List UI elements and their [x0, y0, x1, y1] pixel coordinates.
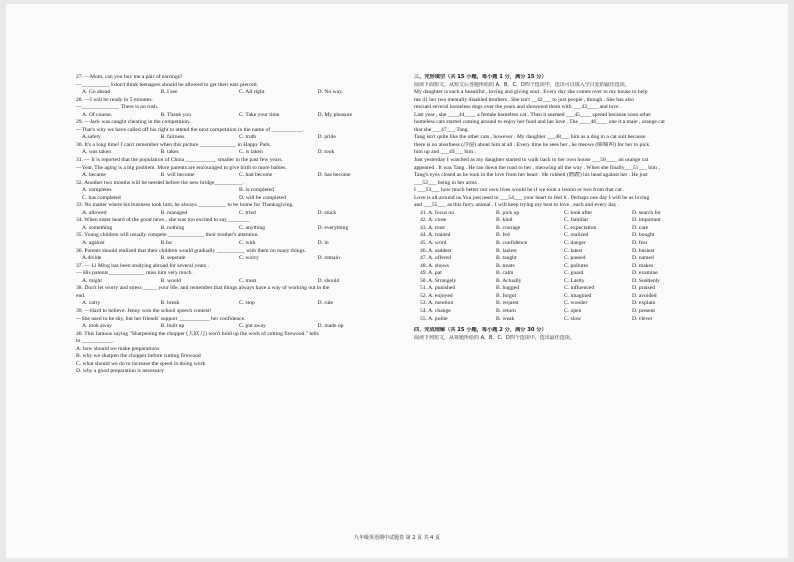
question-line: D. why a good preparation is necessary [76, 368, 165, 375]
answer-option: 43. A. trust [420, 224, 445, 231]
answer-option: C. anything [239, 224, 266, 231]
answer-option: D. important [632, 217, 661, 224]
option-row [76, 187, 396, 195]
answer-option: D. praised [632, 285, 655, 292]
answer-option: B. weak [496, 315, 515, 322]
answer-option: B. fairness [160, 134, 185, 141]
question-line: My daughter is such a beautiful , loving and giving soul . Every day she comes over to my house to help [414, 89, 648, 96]
answer-option: B. break [160, 300, 180, 307]
question-line: 40. This famous saying "Sharpening the chopper (大砍刀) won't hold up the work of cutting firewood." tells [76, 330, 319, 337]
option-row [76, 240, 396, 248]
answer-option: B. request [496, 300, 519, 307]
question-line: Tang's eyes closed as he took in the love from her heart . He rubbed (磨蹭) his head against her . He just [414, 172, 648, 179]
answer-option: D. makes [632, 262, 654, 269]
option-row [76, 112, 396, 120]
answer-option: D. stuck [317, 209, 337, 216]
answer-option: C. had become [239, 172, 273, 179]
question-line: 28. —I will be ready in 5 minutes. [76, 96, 153, 103]
answer-option: A.divide [82, 255, 102, 262]
answer-option: 49. A. pat [420, 270, 442, 277]
answer-option: C. All right. [239, 89, 266, 96]
answer-option: A. against [82, 240, 105, 247]
answer-option: B. managed [160, 209, 188, 216]
cloze-option-row [414, 270, 734, 278]
cloze-option-row [414, 225, 734, 233]
answer-option: C. pollutes [564, 262, 589, 269]
exam-sheet [6, 4, 788, 558]
answer-option: A. became [82, 172, 106, 179]
answer-option: D. present [632, 307, 655, 314]
answer-option: 55. A. polite [420, 315, 448, 322]
answer-option: D. everything [317, 224, 349, 231]
question-line: 35. Young children will usually compete _____________ their mother's attention. [76, 232, 259, 239]
question-line: — His parents_____________ miss him very much . [76, 270, 195, 277]
answer-option: 52. A. enjoyed [420, 292, 453, 299]
answer-option: 46. A. saddest [420, 247, 452, 254]
answer-option: D. rule [317, 300, 334, 307]
answer-option: 44. A. trained [420, 232, 451, 239]
answer-option: A.safety [82, 134, 101, 141]
cloze-option-row [414, 248, 734, 256]
cloze-option-row [414, 255, 734, 263]
question-line: 39. —Hard to believe. Jenny won the school speech contest! [76, 307, 212, 314]
answer-option: B. takes [160, 149, 179, 156]
answer-option: 51. A. punished [420, 285, 456, 292]
question-line: 阅读下面短文，从短文后各题所给的 A、B、C、D四个选项中，选出可以填入空白处的最佳选项。 [414, 81, 630, 88]
answer-option: B.for [160, 240, 173, 247]
question-line: —She used to be shy, but her friends' support ___________ her confidence. [76, 315, 246, 322]
answer-option: B. built up [160, 323, 185, 330]
answer-option: C. Lastly [564, 277, 585, 284]
answer-option: B. calm [496, 270, 514, 277]
option-row [76, 323, 396, 331]
answer-option: D. in [317, 240, 329, 247]
option-row [76, 195, 396, 203]
answer-option: B. pick up [496, 209, 520, 216]
answer-option: C. look after [564, 209, 593, 216]
cloze-option-row [414, 210, 734, 218]
answer-option: A. Of course. [82, 111, 113, 118]
answer-option: D. Suddenly [632, 277, 660, 284]
question-line: end. [76, 292, 86, 299]
answer-option: C. guard [564, 270, 584, 277]
answer-option: C. slow [564, 315, 582, 322]
question-line: 38. Don't let worry and stress _____ your life, and remember that things always have a way of working out in the [76, 285, 330, 292]
answer-option: B. confidence [496, 240, 528, 247]
question-line: homeless cats started coming around to enjoy her food and her love . The ____46____ one it a male , orange cat [414, 119, 665, 126]
answer-option: B. hugged [496, 285, 519, 292]
answer-option: D. clever [632, 315, 653, 322]
answer-option: B. taught [496, 255, 517, 262]
answer-option: B. would [160, 277, 182, 284]
answer-option: B. seperate [160, 255, 186, 262]
answer-option: B. Actually [496, 277, 522, 284]
answer-option: C. put away [239, 323, 266, 330]
answer-option: A. allowed [82, 209, 107, 216]
answer-option: D. has become [317, 172, 351, 179]
answer-option: D. My pleasure [317, 111, 353, 118]
answer-option: B. treats [496, 262, 515, 269]
question-line: me 41 her two mentally disabled brothers . She isn't __42___ to just people , though . She has also [414, 96, 635, 103]
answer-option: D. remain [317, 255, 340, 262]
question-line: —_____________. There is no rush. [76, 104, 159, 111]
answer-option: B. forgot [496, 292, 517, 299]
answer-option: C. Take your time. [239, 111, 281, 118]
question-line: and ___55___ as this furry animal . I will keep trying my best to love , each and every day . [414, 202, 620, 209]
option-row [76, 134, 396, 142]
question-line: appeared . It was Tang . He ran down the road to her , meowing all the way . When she finally___51___ him , [414, 164, 660, 171]
section-heading: 三、完形填空（共 15 小题，每小题 1 分，满分 15 分） [414, 74, 547, 80]
question-line: —Year. The aging is a big problem. More parents are encouraged to give birth to more babies. [76, 164, 287, 171]
question-line: 29. —Jack was caught cheating in the competition. [76, 119, 191, 126]
answer-option: B. is completed [239, 187, 274, 194]
left-column [76, 74, 396, 376]
answer-option: B. will become [160, 172, 195, 179]
answer-option: D. named [632, 255, 654, 262]
answer-option: B. laziest [496, 247, 517, 254]
answer-option: D. should [317, 277, 340, 284]
answer-option: B. return [496, 307, 516, 314]
right-column [414, 74, 734, 342]
question-line: 32. Another two months will be needed before the new bridge__________. [76, 179, 244, 186]
question-line: 34. When sister heard of the good news , she was too excited to say________ [76, 217, 250, 224]
question-line: 37. — Li Ming has been studying abroad for several years . [76, 262, 210, 269]
question-line: Tang isn't quite like the other cats , however . My daughter ___48___ him as a dog in a cat suit because [414, 134, 646, 141]
question-line: 阅读下列短文，从每题所给的 A、B、C、D四个选项中，选出最佳选项。 [414, 334, 575, 341]
answer-option: D. will be completed [239, 194, 286, 201]
page-footer: 九年级英语期中试题卷 第 2 页 共 4 页 [354, 535, 440, 541]
question-line: 27. —Mom, can you buy me a pair of earrings? [76, 74, 183, 80]
question-line: A. how should we make preparations [76, 345, 160, 352]
answer-option: D. No way. [317, 89, 343, 96]
cloze-option-row [414, 285, 734, 293]
question-line: 31. — It is reported that the population of China ___________ smaller in the past few years. [76, 157, 283, 164]
option-row [76, 89, 396, 97]
answer-option: B. nothing [160, 224, 185, 231]
answer-option: C. with [239, 240, 256, 247]
answer-option: B. Thank you [160, 111, 192, 118]
question-line: 36. Parents should realized that their children would gradually __________ with them on many things. [76, 247, 306, 254]
question-line: 30. It's a long time! I can't remember when this picture _____________ in Happy Park. [76, 141, 272, 148]
answer-option: D. fear [632, 240, 648, 247]
question-line: Last year , she ____44____ a female homeless cat . Then it seemed ___45____ spread because soon other [414, 111, 652, 118]
option-row [76, 210, 396, 218]
answer-option: A. something [82, 224, 113, 231]
answer-option: 48. A. shows [420, 262, 449, 269]
answer-option: C. has completed [82, 194, 121, 201]
answer-option: C. realized [564, 232, 589, 239]
option-row [76, 255, 396, 263]
answer-option: D. care [632, 224, 649, 231]
cloze-option-row [414, 300, 734, 308]
question-line: Love is all around us.You just need to ___54___ your heart to feel it . Perhaps one day I will be as loving [414, 194, 650, 201]
answer-option: C. must [239, 277, 257, 284]
answer-option: D. made up [317, 323, 344, 330]
answer-option: B. courage [496, 224, 521, 231]
answer-option: B. fed [496, 232, 510, 239]
question-line: 33. No matter where his business took him, he always __________ to be home for Thanksgiving. [76, 202, 294, 209]
answer-option: C. is taken [239, 149, 263, 156]
answer-option: D. explain [632, 300, 656, 307]
cloze-option-row [414, 217, 734, 225]
question-line: —That's why we have called off his right to attend the next competition in the name of ___________. [76, 126, 304, 133]
answer-option: D. took [317, 149, 335, 156]
cloze-option-row [414, 293, 734, 301]
answer-option: A. took away [82, 323, 112, 330]
answer-option: 54. A. change [420, 307, 451, 314]
answer-option: 41. A. focus on [420, 209, 455, 216]
option-row [76, 278, 396, 286]
question-line: I ___53___ how much better our own lives would be if we took a lesson or two from that cat . [414, 187, 625, 194]
answer-option: C. open [564, 307, 582, 314]
option-row [76, 225, 396, 233]
answer-option: A. was taken [82, 149, 112, 156]
answer-option: C. stop [239, 300, 255, 307]
answer-option: 42. A. close [420, 217, 447, 224]
question-line: him up and ___49___ him . [414, 149, 476, 156]
cloze-option-row [414, 263, 734, 271]
question-line: Just yesterday I watched as my daughter started to walk back to her own house ___50____ an orange cat [414, 157, 649, 164]
answer-option: C. familiar [564, 217, 589, 224]
question-line: there is no aloofness (冷漠) about him at all . Every time he sees her , he meows (喵喵叫) for her to pick [414, 141, 650, 148]
answer-option: C. expectation [564, 224, 597, 231]
answer-option: A. completes [82, 187, 112, 194]
answer-option: B. I see [160, 89, 178, 96]
answer-option: 47. A. offered [420, 255, 451, 262]
answer-option: A. Go ahead [82, 89, 111, 96]
question-line: B. why we sharpen the chopper before cutting firewood [76, 353, 201, 360]
answer-option: D. search for [632, 209, 662, 216]
cloze-option-row [414, 278, 734, 286]
answer-option: C. worry [239, 255, 259, 262]
answer-option: C. tried [239, 209, 256, 216]
option-row [76, 149, 396, 157]
section-heading: 四、完成理解（共 15 小题，每小题 2 分，满分 30 分） [414, 327, 547, 334]
question-line: to ___________. [76, 338, 114, 345]
cloze-option-row [414, 308, 734, 316]
question-line: rescued several homeless dogs over the years and showered them with ___43____ and love . [414, 104, 622, 111]
answer-option: D. examine [632, 270, 658, 277]
question-line: ___52___ being in her arms . [414, 179, 480, 186]
question-line: that she ___47___ Tang. [414, 126, 469, 133]
answer-option: C. truth [239, 134, 257, 141]
answer-option: 53. A. mention [420, 300, 454, 307]
answer-option: 45. A. word [420, 240, 447, 247]
answer-option: A. carry [82, 300, 101, 307]
question-line: C. what should we do to increase the speed in doing work [76, 360, 206, 367]
question-line: —__________ I don't think teenagers should be allowed to get their ears pierced. [76, 81, 258, 88]
answer-option: D. bought [632, 232, 655, 239]
answer-option: A. might [82, 277, 102, 284]
option-row [76, 172, 396, 180]
option-row [76, 300, 396, 308]
answer-option: C. passed [564, 255, 586, 262]
cloze-option-row [414, 232, 734, 240]
answer-option: D. avoided [632, 292, 657, 299]
answer-option: C. influenced [564, 285, 595, 292]
cloze-option-row [414, 240, 734, 248]
answer-option: 50. A. Strangely [420, 277, 457, 284]
answer-option: C. wonder [564, 300, 588, 307]
answer-option: D. busiest [632, 247, 655, 254]
cloze-option-row [414, 316, 734, 324]
answer-option: C. latest [564, 247, 583, 254]
answer-option: B. kind [496, 217, 513, 224]
answer-option: D. pride [317, 134, 336, 141]
answer-option: C. danger [564, 240, 586, 247]
answer-option: C. imagined [564, 292, 592, 299]
